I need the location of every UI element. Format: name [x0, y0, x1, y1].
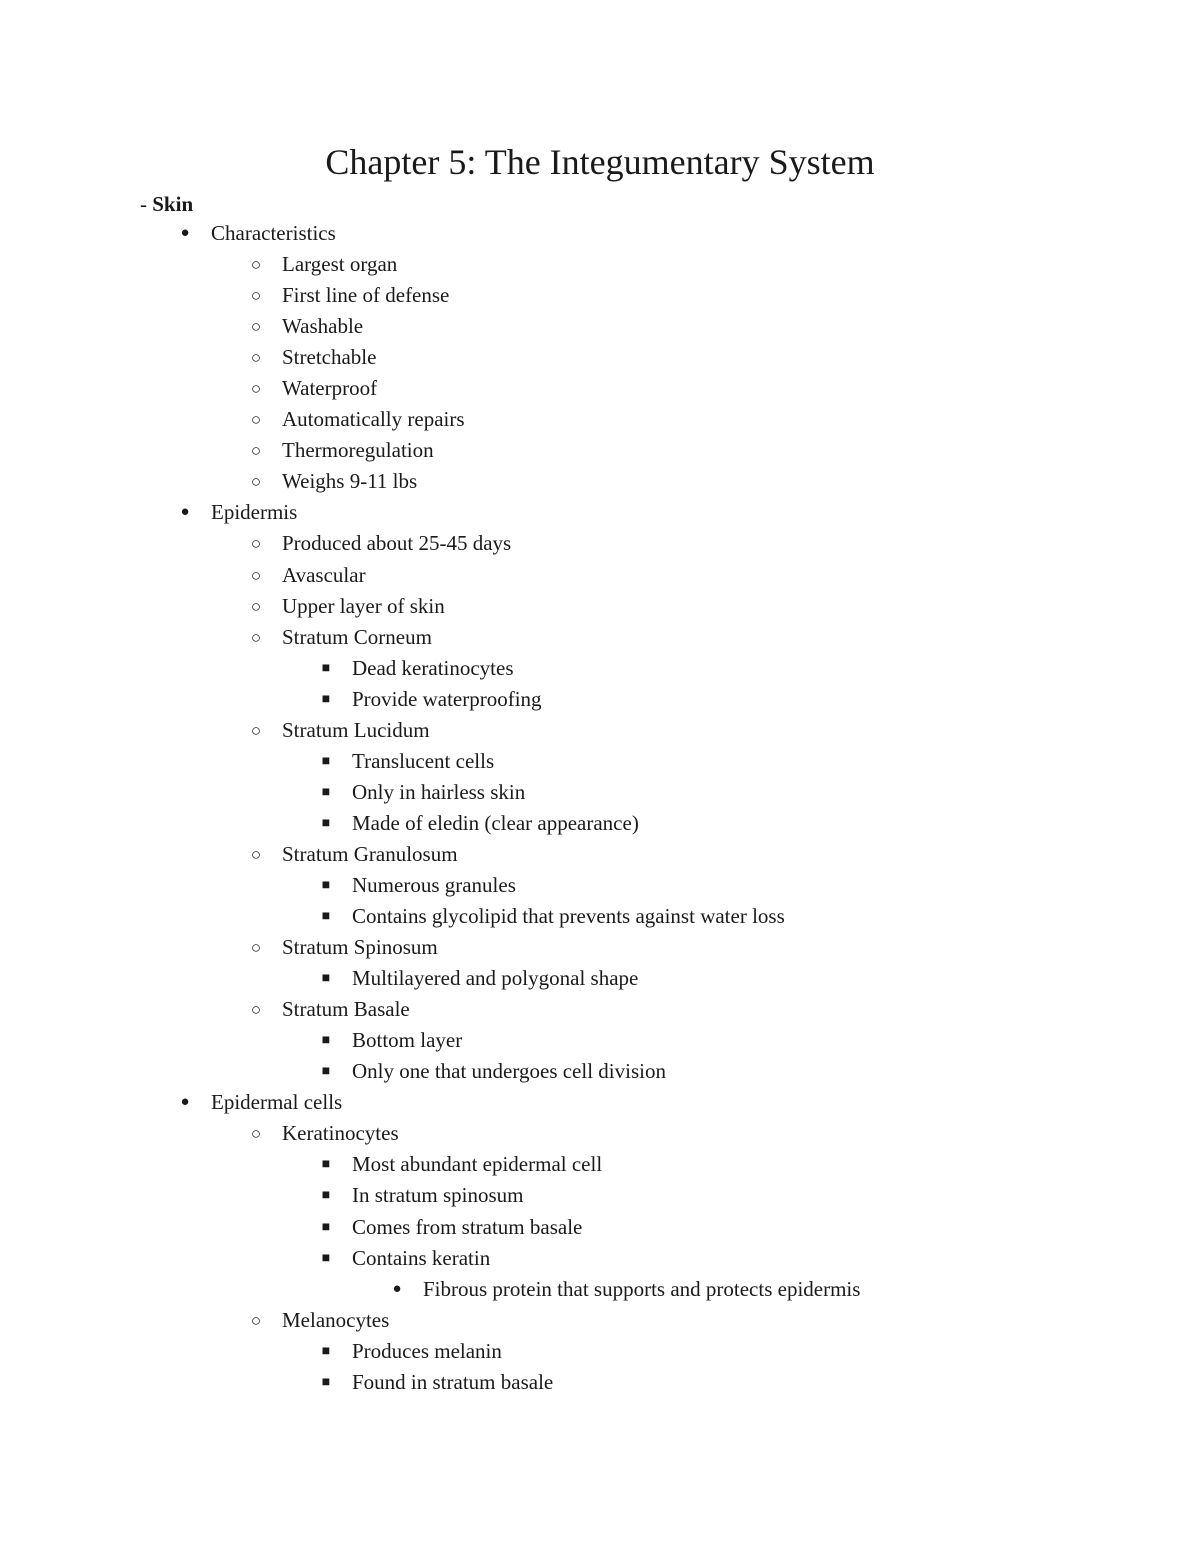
list-item: [0, 249, 1200, 280]
list-item: [0, 497, 1200, 528]
bullet-marker: ○: [250, 410, 262, 430]
list-item-text: Upper layer of skin: [282, 593, 445, 618]
list-item: [0, 591, 1200, 622]
bullet-marker: ■: [321, 753, 331, 769]
bullet-marker: ○: [250, 720, 262, 740]
list-item: [0, 839, 1200, 870]
bullet-marker: ○: [250, 348, 262, 368]
list-item-text: Stretchable: [282, 345, 377, 370]
bullet-marker: ■: [321, 815, 331, 831]
section-heading: [140, 190, 193, 218]
list-item: [0, 528, 1200, 559]
list-item-text: Contains keratin: [352, 1245, 491, 1270]
list-item: [0, 870, 1200, 901]
list-item-text: Avascular: [282, 562, 366, 587]
list-item: [0, 1274, 1200, 1305]
list-item: [0, 1180, 1200, 1211]
list-item: [0, 1336, 1200, 1367]
list-item-text: Contains glycolipid that prevents against water loss: [352, 904, 785, 929]
outline-list: [0, 218, 1200, 1398]
list-item-text: Stratum Granulosum: [282, 841, 458, 866]
list-item-text: Only in hairless skin: [352, 779, 526, 804]
bullet-marker: ○: [250, 379, 262, 399]
list-item: [0, 994, 1200, 1025]
bullet-marker: ■: [321, 971, 331, 987]
bullet-marker: ■: [321, 1343, 331, 1359]
list-item-text: Produced about 25-45 days: [282, 531, 512, 556]
list-item: [0, 560, 1200, 591]
list-item-text: Most abundant epidermal cell: [352, 1152, 603, 1177]
bullet-marker: ○: [250, 627, 262, 647]
list-item: [0, 1118, 1200, 1149]
list-item: [0, 1212, 1200, 1243]
list-item-text: Weighs 9-11 lbs: [282, 469, 418, 494]
list-item: [0, 1087, 1200, 1118]
list-item: [0, 746, 1200, 777]
list-item: [0, 1305, 1200, 1336]
list-item: [0, 1149, 1200, 1180]
bullet-marker: ●: [392, 1280, 402, 1297]
bullet-marker: ○: [250, 844, 262, 864]
bullet-marker: ○: [250, 1000, 262, 1020]
list-item-text: Dead keratinocytes: [352, 655, 514, 680]
bullet-marker: ○: [250, 317, 262, 337]
bullet-marker: ■: [321, 1374, 331, 1390]
bullet-marker: ○: [250, 255, 262, 275]
list-item-text: Largest organ: [282, 252, 398, 277]
list-item: [0, 342, 1200, 373]
list-item-text: Waterproof: [282, 376, 378, 401]
list-item: [0, 1243, 1200, 1274]
list-item: [0, 1367, 1200, 1398]
list-item: [0, 684, 1200, 715]
list-item: [0, 373, 1200, 404]
bullet-marker: ■: [321, 660, 331, 676]
list-item-text: Found in stratum basale: [352, 1369, 554, 1394]
list-item: [0, 653, 1200, 684]
list-item-text: Only one that undergoes cell division: [352, 1059, 666, 1084]
bullet-marker: ■: [321, 691, 331, 707]
list-item: [0, 901, 1200, 932]
bullet-marker: ○: [250, 534, 262, 554]
list-item-text: Stratum Spinosum: [282, 935, 438, 960]
list-item-text: Stratum Basale: [282, 997, 410, 1022]
list-item-text: Comes from stratum basale: [352, 1214, 583, 1239]
list-item-text: In stratum spinosum: [352, 1183, 524, 1208]
section-dash: -: [140, 192, 153, 216]
list-item-text: Numerous granules: [352, 872, 516, 897]
list-item-text: Made of eledin (clear appearance): [352, 810, 639, 835]
list-item-text: Epidermal cells: [211, 1090, 343, 1115]
bullet-marker: ○: [250, 286, 262, 306]
bullet-marker: ●: [180, 504, 190, 521]
list-item: [0, 280, 1200, 311]
bullet-marker: ○: [250, 938, 262, 958]
list-item: [0, 466, 1200, 497]
list-item-text: Melanocytes: [282, 1307, 390, 1332]
bullet-marker: ○: [250, 1124, 262, 1144]
list-item-text: Fibrous protein that supports and protects epidermis: [423, 1276, 861, 1301]
list-item: [0, 963, 1200, 994]
list-item-text: Stratum Lucidum: [282, 717, 430, 742]
list-item-text: Keratinocytes: [282, 1121, 399, 1146]
list-item-text: Produces melanin: [352, 1338, 502, 1363]
list-item-text: Thermoregulation: [282, 438, 434, 463]
bullet-marker: ■: [321, 784, 331, 800]
bullet-marker: ■: [321, 1250, 331, 1266]
list-item-text: Stratum Corneum: [282, 624, 432, 649]
section-heading-text: Skin: [152, 192, 194, 216]
list-item: [0, 1025, 1200, 1056]
list-item: [0, 404, 1200, 435]
list-item-text: Epidermis: [211, 500, 298, 525]
list-item: [0, 311, 1200, 342]
list-item-text: Translucent cells: [352, 748, 495, 773]
list-item-text: Provide waterproofing: [352, 686, 542, 711]
bullet-marker: ○: [250, 472, 262, 492]
list-item: [0, 715, 1200, 746]
bullet-marker: ○: [250, 565, 262, 585]
bullet-marker: ■: [321, 1064, 331, 1080]
bullet-marker: ●: [180, 1094, 190, 1111]
list-item: [0, 777, 1200, 808]
bullet-marker: ○: [250, 596, 262, 616]
list-item-text: Characteristics: [211, 221, 336, 245]
list-item: [0, 622, 1200, 653]
bullet-marker: ■: [321, 1033, 331, 1049]
list-item-text: Washable: [282, 314, 364, 339]
bullet-marker: ■: [321, 1188, 331, 1204]
list-item: [0, 808, 1200, 839]
bullet-marker: ○: [250, 441, 262, 461]
bullet-marker: ■: [321, 909, 331, 925]
list-item-text: Bottom layer: [352, 1028, 463, 1053]
list-item: [0, 435, 1200, 466]
list-item-text: First line of defense: [282, 283, 450, 308]
list-item: [0, 932, 1200, 963]
list-item: [0, 218, 1200, 249]
bullet-marker: ■: [321, 877, 331, 893]
page-title: Chapter 5: The Integumentary System: [325, 142, 875, 182]
bullet-marker: ●: [180, 225, 190, 241]
list-item: [0, 1056, 1200, 1087]
list-item-text: Automatically repairs: [282, 407, 465, 432]
bullet-marker: ■: [321, 1219, 331, 1235]
list-item-text: Multilayered and polygonal shape: [352, 966, 639, 991]
bullet-marker: ○: [250, 1310, 262, 1330]
bullet-marker: ■: [321, 1157, 331, 1173]
